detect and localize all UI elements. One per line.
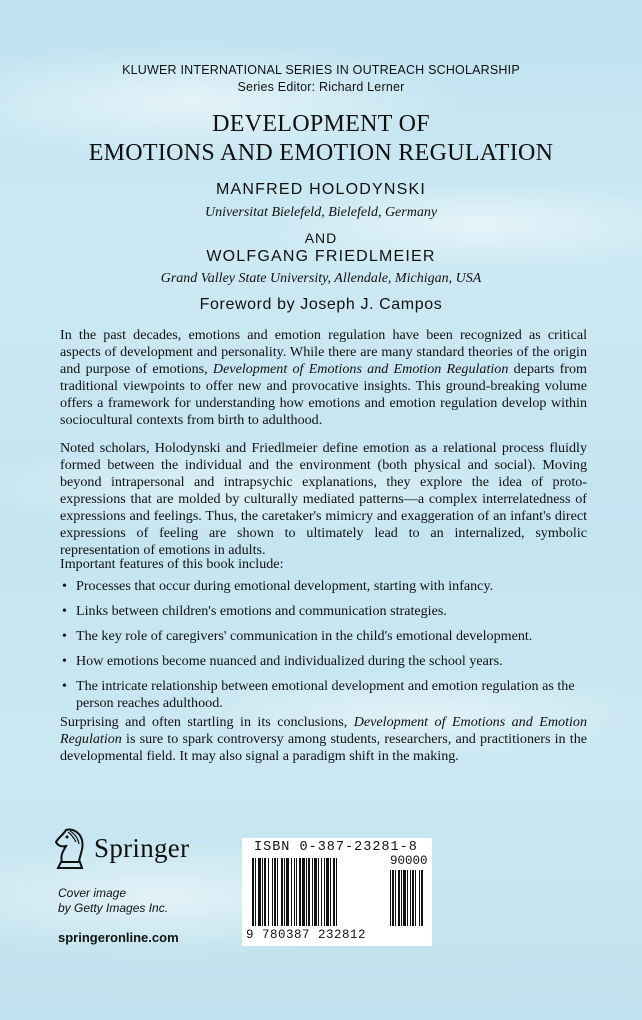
author-1-name: MANFRED HOLODYNSKI <box>215 181 427 198</box>
feature-text: Links between children's emotions and communication strategies. <box>76 603 447 619</box>
bullet-icon: • <box>62 603 67 619</box>
barcode-bar <box>268 858 269 926</box>
feature-text: How emotions become nuanced and individualized during the school years. <box>76 653 503 669</box>
barcode-bar <box>306 858 307 926</box>
isbn-number: ISBN 0-387-23281-8 <box>254 840 418 855</box>
ean-number: 9 780387 232812 <box>246 928 367 942</box>
barcode-addon-bar <box>415 870 416 926</box>
barcode-bar <box>255 858 256 926</box>
bullet-icon: • <box>62 653 67 669</box>
bullet-icon: • <box>62 678 67 694</box>
barcode-addon-bar <box>392 870 394 926</box>
and-separator: AND <box>304 230 338 246</box>
author-1-affiliation: Universitat Bielefeld, Bielefeld, Germany <box>204 205 438 220</box>
bullet-icon: • <box>62 628 67 644</box>
paragraph-conclusion-text-b: is sure to spark controversy among students, researchers, and practitioners in the developmental field. It may also signal a paradigm shift in the making. <box>60 731 587 764</box>
feature-text: Processes that occur during emotional development, starting with infancy. <box>76 578 494 594</box>
cover-credit-line-2: by Getty Images Inc. <box>58 901 169 915</box>
cover-credit <box>58 886 168 916</box>
bullet-icon: • <box>62 578 67 594</box>
barcode-addon-bar <box>410 870 411 926</box>
barcode-bar <box>333 858 335 926</box>
barcode-addon-bar <box>390 870 391 926</box>
series-name: KLUWER INTERNATIONAL SERIES IN OUTREACH SCHOLARSHIP <box>122 63 520 77</box>
barcode-bar <box>284 858 285 926</box>
cover-credit-line-1: Cover image <box>58 886 127 900</box>
foreword-credit: Foreword by Joseph J. Campos <box>199 296 443 313</box>
paragraph-intro-text-b: departs from traditional viewpoints to offer new and provocative insights. This ground-breaking volume offers a framework for understanding how emotions and emotion regulation develop within sociocultural contexts from birth to adulthood. <box>60 361 587 428</box>
barcode-bar <box>286 858 289 926</box>
barcode-addon-bar <box>407 870 408 926</box>
barcode-bar <box>324 858 325 926</box>
barcode-bar <box>330 858 331 926</box>
list-item <box>62 678 587 712</box>
series-header <box>0 62 642 96</box>
publisher-name: Springer <box>94 832 190 863</box>
features-heading: Important features of this book include: <box>60 556 284 572</box>
knight-chess-piece-icon <box>52 826 88 870</box>
paragraph-conclusion-text-a: Surprising and often startling in its conclusions, <box>60 714 354 730</box>
barcode-bar <box>302 858 305 926</box>
barcode-bar <box>321 858 322 926</box>
author-2-name: WOLFGANG FRIEDLMEIER <box>206 248 436 265</box>
barcode-bar <box>258 858 261 926</box>
barcode-addon-bar <box>412 870 414 926</box>
barcode-bar <box>264 858 266 926</box>
barcode-bar <box>336 858 337 926</box>
paragraph-conclusion <box>60 714 587 765</box>
paragraph-conclusion-title: Development of Emotions and Emotion Regulation <box>60 714 587 747</box>
barcode-addon-bar <box>398 870 400 926</box>
barcode-bar <box>312 858 313 926</box>
list-item <box>62 578 587 595</box>
barcode-bar <box>294 858 295 926</box>
barcode-bar <box>296 858 297 926</box>
barcode-bar <box>308 858 310 926</box>
barcode-bar <box>262 858 263 926</box>
barcode-bar <box>299 858 301 926</box>
barcode-bar <box>272 858 273 926</box>
series-editor: Series Editor: Richard Lerner <box>237 80 405 94</box>
barcode-bar <box>252 858 254 926</box>
list-item <box>62 653 587 670</box>
feature-text: The intricate relationship between emotional development and emotion regulation as the person reaches adulthood. <box>76 678 575 711</box>
barcode-addon-bar <box>419 870 420 926</box>
title-line-1: DEVELOPMENT OF <box>212 111 430 137</box>
paragraph-intro-text-a: In the past decades, emotions and emotion regulation have been recognized as critical aspects of development and personality. While there are many standard theories of the origin and purpose of emotions, <box>60 327 587 377</box>
barcode-bar <box>314 858 317 926</box>
barcode-bar <box>291 858 292 926</box>
features-list <box>62 578 587 720</box>
list-item <box>62 603 587 620</box>
barcode-bar <box>274 858 276 926</box>
list-item <box>62 628 587 645</box>
springer-logo <box>52 826 189 870</box>
barcode-addon-bar <box>395 870 396 926</box>
price-code: 90000 <box>390 854 428 868</box>
barcode-addon-bar <box>403 870 406 926</box>
paragraph-intro-title: Development of Emotions and Emotion Regulation <box>212 361 509 377</box>
barcode <box>242 838 432 946</box>
barcode-bar <box>281 858 283 926</box>
barcode-addon-bar <box>401 870 402 926</box>
barcode-bar <box>318 858 319 926</box>
author-2-affiliation: Grand Valley State University, Allendale, Michigan, USA <box>160 271 482 286</box>
barcode-bar <box>326 858 329 926</box>
barcode-addon-bar <box>421 870 423 926</box>
paragraph-intro <box>60 327 587 429</box>
book-title <box>0 110 642 168</box>
title-line-2: EMOTIONS AND EMOTION REGULATION <box>88 140 554 166</box>
feature-text: The key role of caregivers' communication in the child's emotional development. <box>76 628 533 644</box>
barcode-bar <box>277 858 278 926</box>
paragraph-scholars: Noted scholars, Holodynski and Friedlmeier define emotion as a relational process fluidly formed between the individual and the environment (both physical and social). Moving beyond intrapersonal and intrapsychic explanations, they explore the idea of proto-expressions that are molded by culturally mediated patterns—a complex interrelatedness of expressions and feelings. Thus, the caretaker's mimicry and exaggeration of an infant's direct expressions of feeling are shown to ultimately lead to an internalized, symbolic representation of emotions in adults. <box>60 440 587 558</box>
publisher-url[interactable]: springeronline.com <box>58 930 179 945</box>
